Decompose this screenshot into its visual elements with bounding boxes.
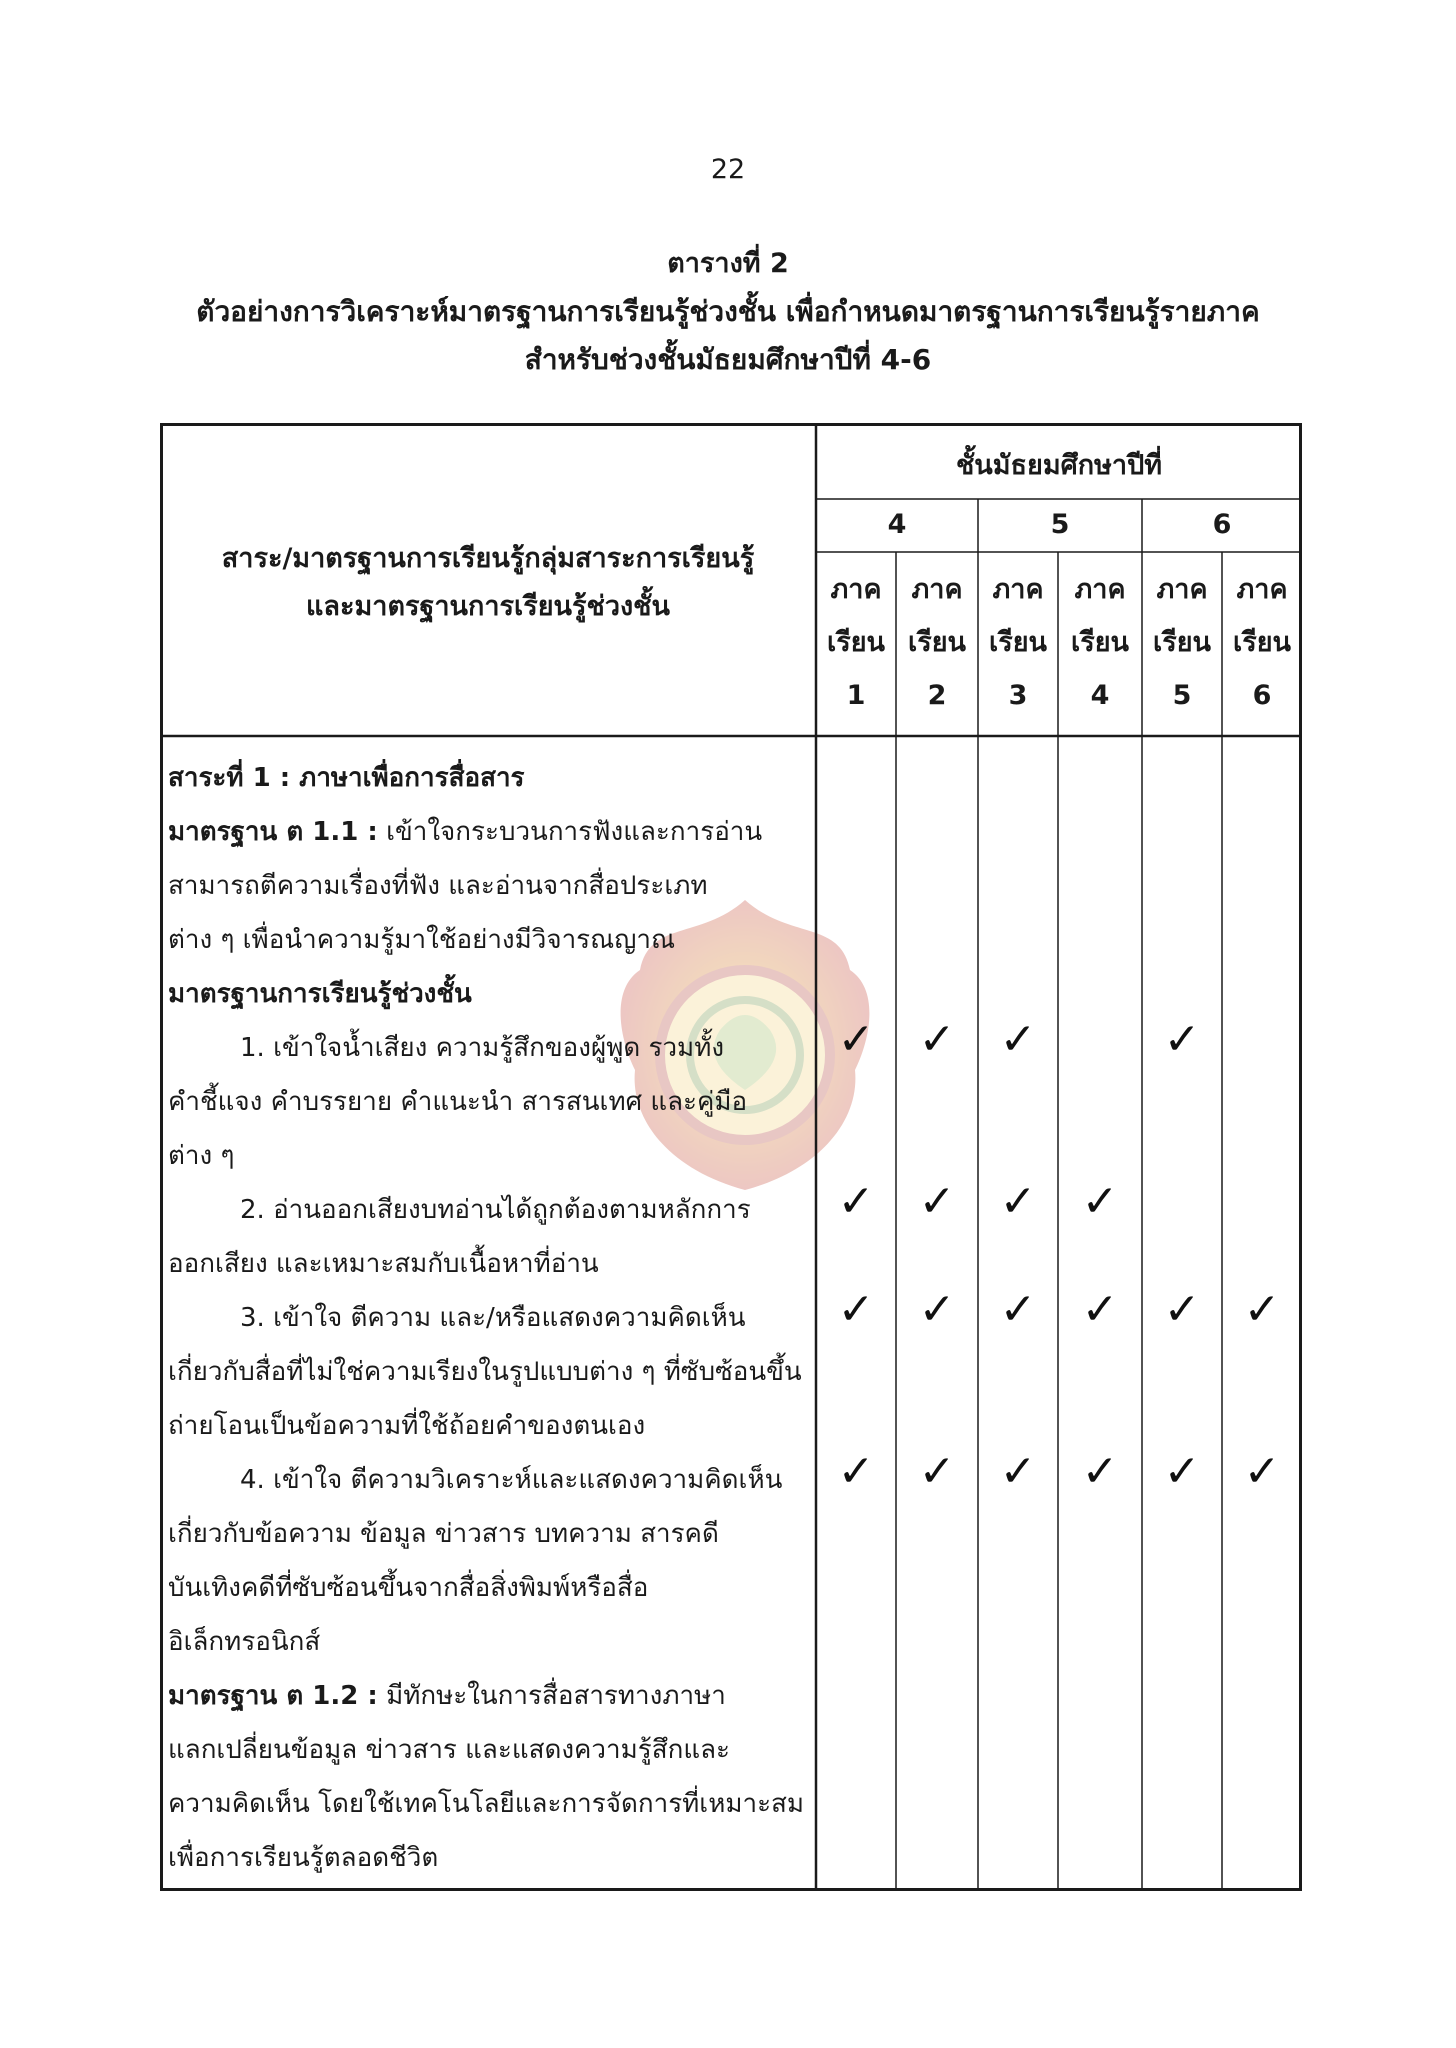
standards-content [168, 751, 810, 1885]
check-mark-item2-semester-2: ✓ [918, 1176, 956, 1227]
check-mark-item4-semester-1: ✓ [837, 1446, 875, 1497]
check-mark-item4-semester-5: ✓ [1163, 1446, 1201, 1497]
item-3-line-1: 3. เข้าใจ ตีความ และ/หรือแสดงความคิดเห็น [240, 1303, 746, 1333]
check-mark-item3-semester-1: ✓ [837, 1284, 875, 1335]
item-3-line-2: เกี่ยวกับสื่อที่ไม่ใช่ความเรียงในรูปแบบต่าง ๆ ที่ซับซ้อนขึ้น [168, 1357, 802, 1387]
left-header-line-2: และมาตรฐานการเรียนรู้ช่วงชั้น [306, 591, 670, 622]
semester-6-header: ภาค เรียน 6 [1232, 574, 1291, 711]
item-4-line-1: 4. เข้าใจ ตีความวิเคราะห์และแสดงความคิดเห็น [240, 1465, 783, 1495]
table-number: ตารางที่ 2 [667, 248, 789, 279]
item-1-line-2: คำชี้แจง คำบรรยาย คำแนะนำ สารสนเทศ และคู่มือ [168, 1087, 748, 1117]
semester-4-header: ภาค เรียน 4 [1070, 574, 1129, 711]
item-4-line-4: อิเล็กทรอนิกส์ [168, 1627, 321, 1657]
check-mark-item3-semester-3: ✓ [999, 1284, 1037, 1335]
item-1-line-1: 1. เข้าใจน้ำเสียง ความรู้สึกของผู้พูด รวมทั้ง [240, 1033, 725, 1063]
standard-1-2: มาตรฐาน ต 1.2 : มีทักษะในการสื่อสารทางภาษา [168, 1681, 726, 1711]
standard-1-1-label: มาตรฐาน ต 1.1 : [168, 817, 378, 847]
check-mark-item1-semester-3: ✓ [999, 1014, 1037, 1065]
check-mark-item4-semester-3: ✓ [999, 1446, 1037, 1497]
item-3-line-3: ถ่ายโอนเป็นข้อความที่ใช้ถ้อยคำของตนเอง [168, 1411, 646, 1441]
item-1-line-3: ต่าง ๆ [168, 1141, 235, 1171]
page-number: 22 [710, 154, 746, 185]
grade-5-header: 5 [1050, 509, 1070, 540]
check-mark-item2-semester-3: ✓ [999, 1176, 1037, 1227]
strand-title: สาระที่ 1 : ภาษาเพื่อการสื่อสาร [168, 763, 525, 793]
item-4-line-3: บันเทิงคดีที่ซับซ้อนขึ้นจากสื่อสิ่งพิมพ์หรือสื่อ [168, 1573, 649, 1603]
check-mark-item4-semester-2: ✓ [918, 1446, 956, 1497]
table-title-line-2: ตัวอย่างการวิเคราะห์มาตรฐานการเรียนรู้ช่วงชั้น เพื่อกำหนดมาตรฐานการเรียนรู้รายภาค [196, 295, 1260, 328]
item-2-line-2: ออกเสียง และเหมาะสมกับเนื้อหาที่อ่าน [168, 1249, 599, 1279]
check-mark-item4-semester-4: ✓ [1081, 1446, 1119, 1497]
check-mark-item4-semester-6: ✓ [1243, 1446, 1281, 1497]
table-title [0, 240, 1456, 384]
check-mark-item2-semester-1: ✓ [837, 1176, 875, 1227]
check-mark-item1-semester-1: ✓ [837, 1014, 875, 1065]
standard-1-2-line-3: ความคิดเห็น โดยใช้เทคโนโลยีและการจัดการที่เหมาะสม [168, 1789, 805, 1819]
check-mark-item2-semester-4: ✓ [1081, 1176, 1119, 1227]
semester-2-header: ภาค เรียน 2 [907, 574, 966, 711]
grade-6-header: 6 [1212, 509, 1232, 540]
standard-1-2-label: มาตรฐาน ต 1.2 : [168, 1681, 378, 1711]
standard-1-1-line-2: สามารถตีความเรื่องที่ฟัง และอ่านจากสื่อประเภท [168, 871, 708, 901]
check-mark-item3-semester-4: ✓ [1081, 1284, 1119, 1335]
check-mark-item1-semester-2: ✓ [918, 1014, 956, 1065]
sub-heading: มาตรฐานการเรียนรู้ช่วงชั้น [168, 979, 472, 1009]
semester-1-header: ภาค เรียน 1 [826, 574, 885, 711]
grade-4-header: 4 [887, 509, 907, 540]
semester-5-header: ภาค เรียน 5 [1152, 574, 1211, 711]
semester-3-header: ภาค เรียน 3 [988, 574, 1047, 711]
left-header [160, 535, 816, 631]
check-mark-item3-semester-2: ✓ [918, 1284, 956, 1335]
item-4-line-2: เกี่ยวกับข้อความ ข้อมูล ข่าวสาร บทความ สารคดี [168, 1519, 719, 1549]
standard-1-2-line-4: เพื่อการเรียนรู้ตลอดชีวิต [168, 1843, 439, 1873]
check-mark-item3-semester-5: ✓ [1163, 1284, 1201, 1335]
left-header-line-1: สาระ/มาตรฐานการเรียนรู้กลุ่มสาระการเรียนรู้ [221, 543, 755, 574]
standard-1-1: มาตรฐาน ต 1.1 : เข้าใจกระบวนการฟังและการอ่าน [168, 817, 763, 847]
standard-1-1-line-3: ต่าง ๆ เพื่อนำความรู้มาใช้อย่างมีวิจารณญาณ [168, 925, 676, 955]
table-title-line-3: สำหรับช่วงชั้นมัธยมศึกษาปีที่ 4-6 [524, 343, 932, 376]
standard-1-2-line-2: แลกเปลี่ยนข้อมูล ข่าวสาร และแสดงความรู้สึกและ [168, 1735, 730, 1765]
grade-header: ชั้นมัธยมศึกษาปีที่ [955, 450, 1163, 481]
check-mark-item1-semester-5: ✓ [1163, 1014, 1201, 1065]
check-mark-item3-semester-6: ✓ [1243, 1284, 1281, 1335]
item-2-line-1: 2. อ่านออกเสียงบทอ่านได้ถูกต้องตามหลักการ [240, 1195, 751, 1225]
